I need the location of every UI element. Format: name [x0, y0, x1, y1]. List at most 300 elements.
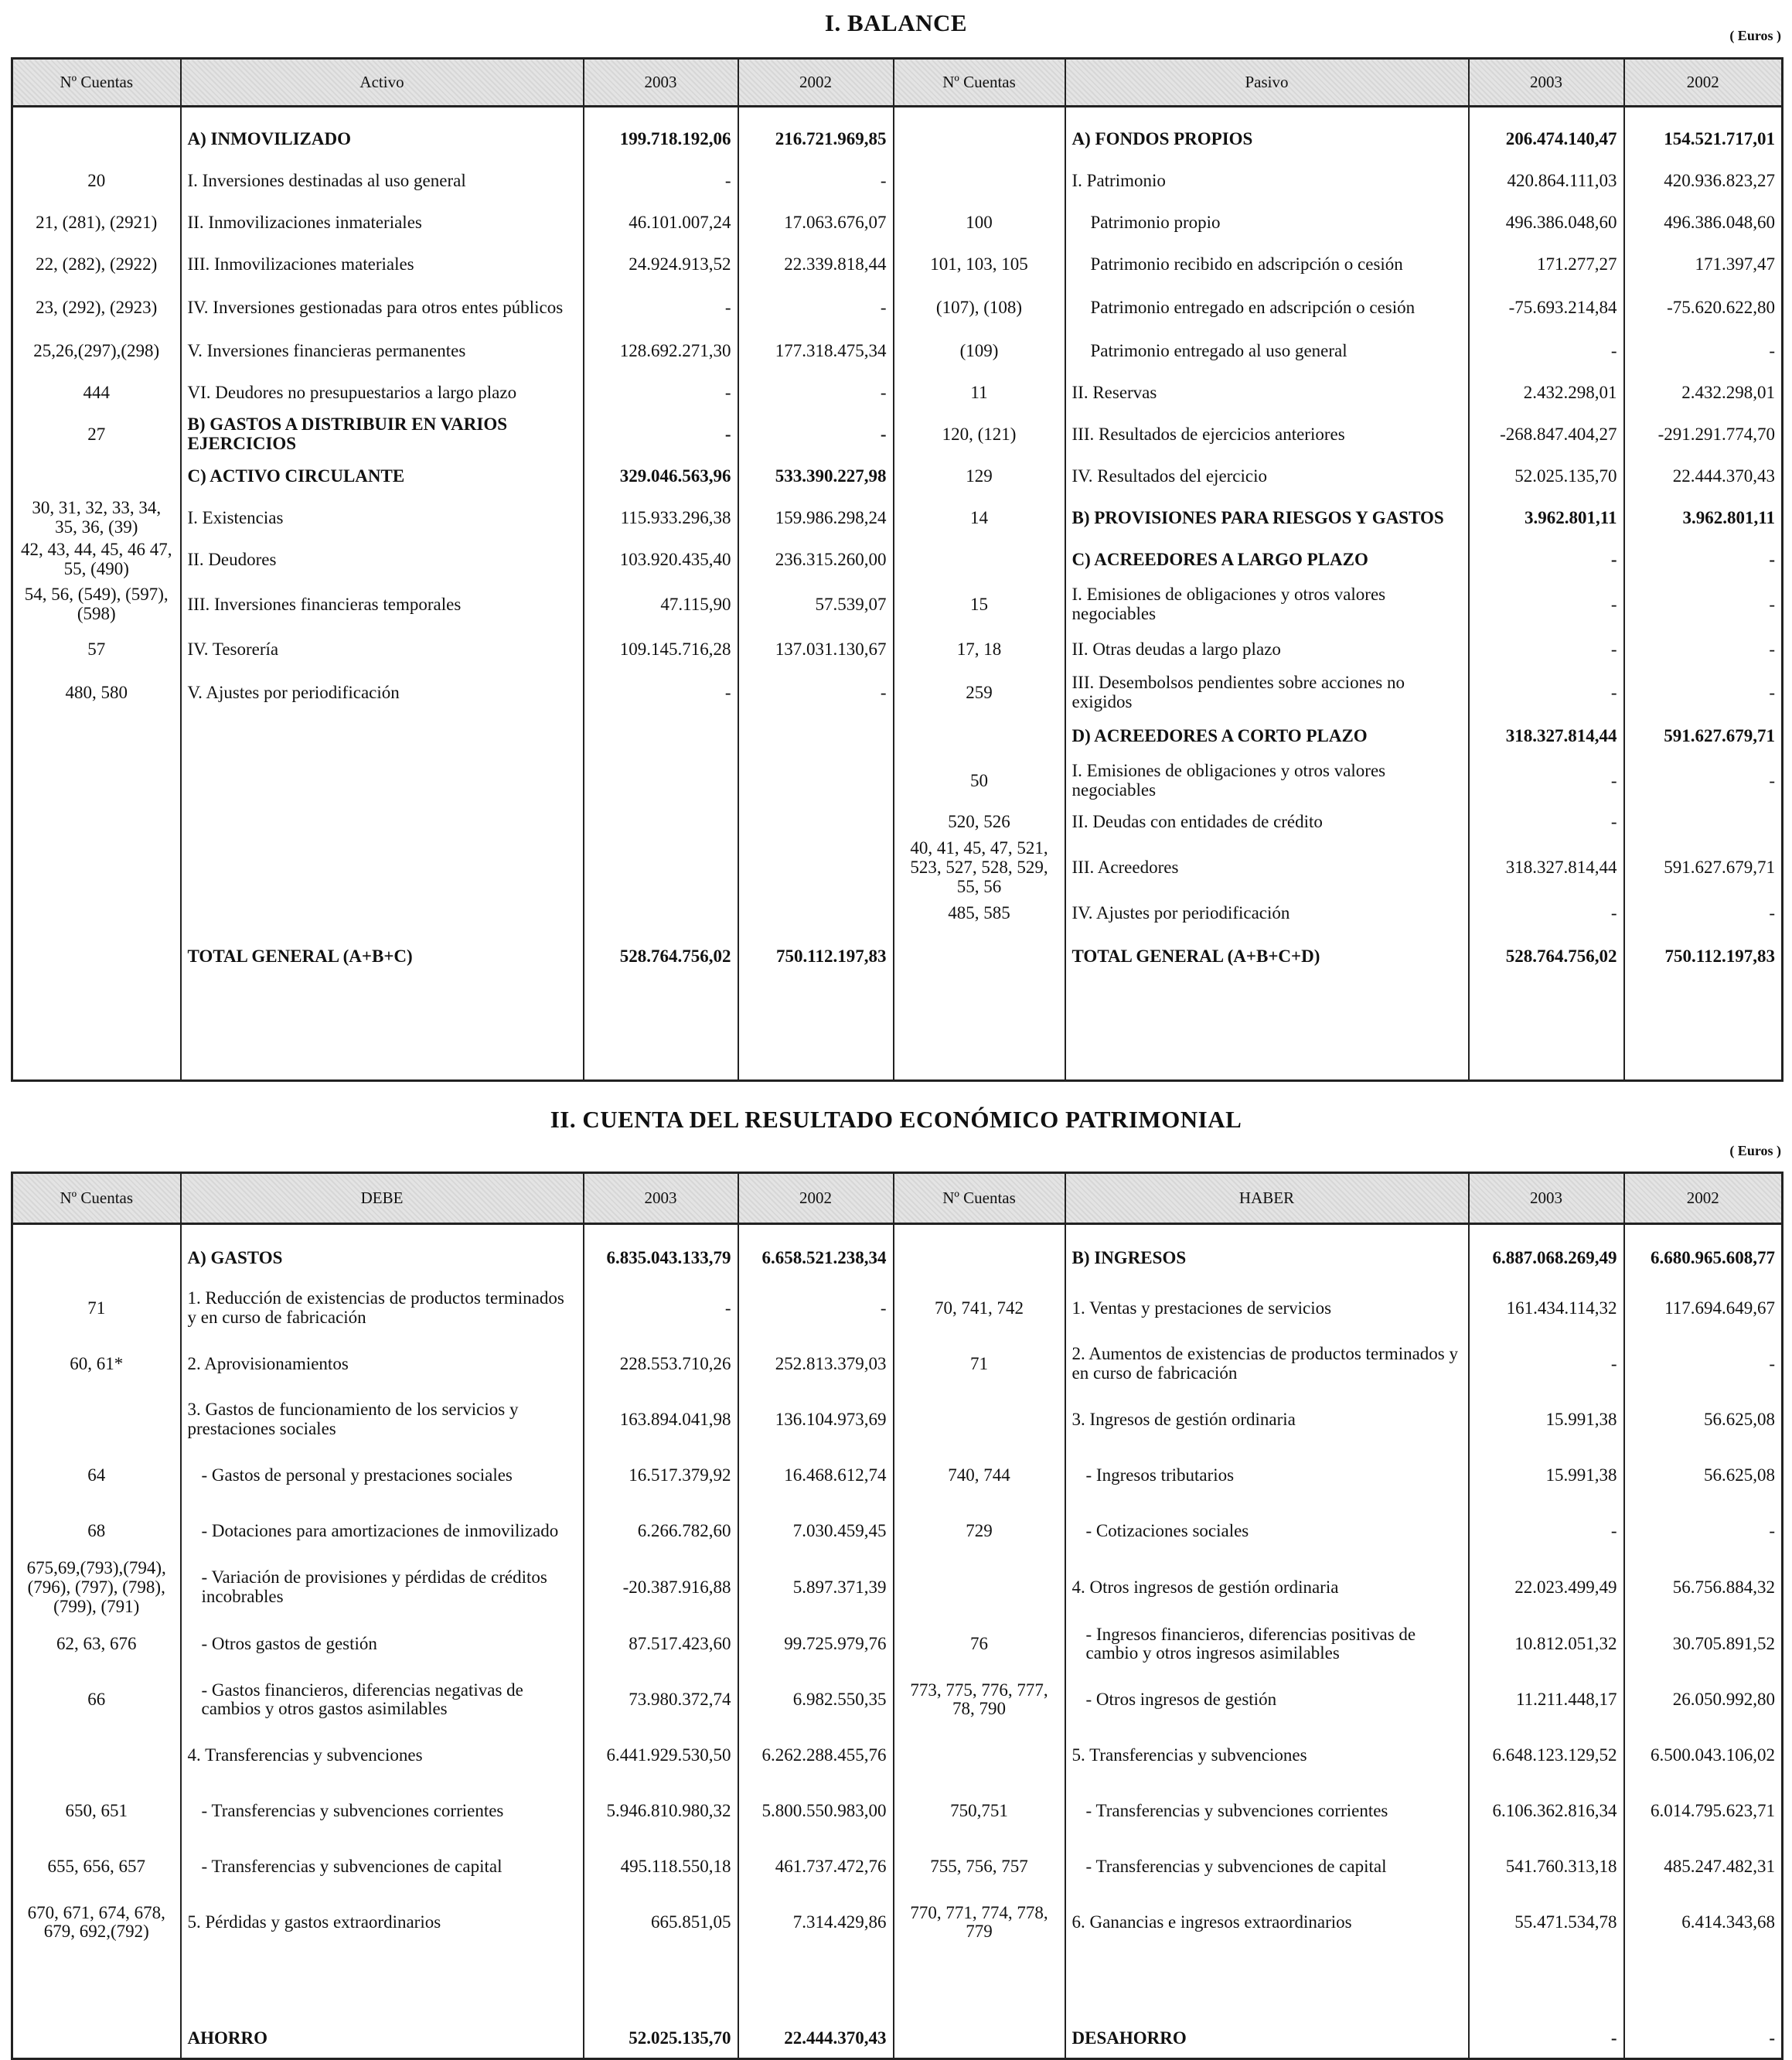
resultado-account-debe: 66	[12, 1672, 181, 1727]
balance-label-pasivo: I. Emisiones de obligaciones y otros valores negociables	[1065, 581, 1469, 629]
balance-label-pasivo: IV. Ajustes por periodificación	[1065, 896, 1469, 930]
balance-label-activo: V. Inversiones financieras permanentes	[181, 330, 584, 372]
resultado-row	[12, 1503, 1783, 1559]
resultado-label-haber: B) INGRESOS	[1065, 1236, 1469, 1281]
balance-pasivo-2002: -	[1624, 896, 1783, 930]
balance-label-activo: III. Inversiones financieras temporales	[181, 581, 584, 629]
balance-account-activo	[12, 896, 181, 930]
resultado-row	[12, 1392, 1783, 1448]
resultado-account-haber	[894, 1727, 1065, 1783]
balance-label-pasivo: II. Deudas con entidades de crédito	[1065, 805, 1469, 839]
balance-pasivo-2002: -75.620.622,80	[1624, 285, 1783, 330]
resultado-account-debe: 650, 651	[12, 1783, 181, 1839]
balance-pasivo-2003: -	[1469, 539, 1624, 581]
resultado-account-debe	[12, 1236, 181, 1281]
resultado-haber-2002: -	[1624, 1336, 1783, 1392]
balance-pasivo-2002: -	[1624, 581, 1783, 629]
resultado-title: II. CUENTA DEL RESULTADO ECONÓMICO PATRIMONIAL	[550, 1106, 1242, 1133]
balance-account-pasivo: (109)	[894, 330, 1065, 372]
resultado-label-haber: 4. Otros ingresos de gestión ordinaria	[1065, 1559, 1469, 1616]
balance-value-2002: 57.539,07	[738, 581, 894, 629]
balance-value-2003: 103.920.435,40	[584, 539, 738, 581]
balance-value-2002: 137.031.130,67	[738, 629, 894, 670]
balance-account-pasivo: 100	[894, 202, 1065, 244]
resultado-label-haber: 3. Ingresos de gestión ordinaria	[1065, 1392, 1469, 1448]
balance-row	[12, 160, 1783, 202]
balance-pasivo-2002: 750.112.197,83	[1624, 930, 1783, 983]
balance-pasivo-2002: 2.432.298,01	[1624, 372, 1783, 414]
resultado-haber-2002: 6.500.043.106,02	[1624, 1727, 1783, 1783]
balance-pasivo-2003: 528.764.756,02	[1469, 930, 1624, 983]
balance-label-pasivo: III. Desembolsos pendientes sobre acciones no exigidos	[1065, 670, 1469, 715]
balance-row	[12, 455, 1783, 497]
balance-pasivo-2002: 591.627.679,71	[1624, 839, 1783, 896]
balance-label-activo	[181, 805, 584, 839]
balance-pasivo-2002: 154.521.717,01	[1624, 118, 1783, 160]
balance-pasivo-2003: -	[1469, 670, 1624, 715]
balance-label-activo: I. Existencias	[181, 497, 584, 539]
resultado-debe-2002: 252.813.379,03	[738, 1336, 894, 1392]
resultado-haber-2003: -	[1469, 1503, 1624, 1559]
balance-row	[12, 414, 1783, 455]
balance-pasivo-2003: -	[1469, 330, 1624, 372]
resultado-debe-2003: 52.025.135,70	[584, 1950, 738, 2058]
resultado-units: ( Euros )	[1729, 1143, 1781, 1158]
resultado-debe-2002: 22.444.370,43	[738, 1950, 894, 2058]
resultado-debe-2003: 87.517.423,60	[584, 1616, 738, 1672]
balance-label-activo	[181, 896, 584, 930]
resultado-row	[12, 1616, 1783, 1672]
balance-value-2003	[584, 715, 738, 757]
balance-value-2002	[738, 715, 894, 757]
balance-value-2003: -	[584, 414, 738, 455]
balance-value-2002: 17.063.676,07	[738, 202, 894, 244]
balance-account-activo	[12, 715, 181, 757]
resultado-haber-2002: 6.680.965.608,77	[1624, 1236, 1783, 1281]
balance-pasivo-2003: -268.847.404,27	[1469, 414, 1624, 455]
balance-value-2003	[584, 839, 738, 896]
resultado-row	[12, 1448, 1783, 1503]
header-debe-2002: 2002	[738, 1173, 894, 1224]
resultado-account-haber: 76	[894, 1616, 1065, 1672]
balance-account-pasivo	[894, 160, 1065, 202]
balance-account-activo: 57	[12, 629, 181, 670]
resultado-label-debe: A) GASTOS	[181, 1236, 584, 1281]
balance-label-activo	[181, 757, 584, 805]
balance-pasivo-2002: 420.936.823,27	[1624, 160, 1783, 202]
balance-account-pasivo: 101, 103, 105	[894, 244, 1065, 285]
resultado-account-debe: 675,69,(793),(794), (796), (797), (798), (799), (791)	[12, 1559, 181, 1616]
resultado-label-haber: 2. Aumentos de existencias de productos terminados y en curso de fabricación	[1065, 1336, 1469, 1392]
balance-account-activo	[12, 757, 181, 805]
balance-account-activo	[12, 839, 181, 896]
resultado-haber-2003: 15.991,38	[1469, 1392, 1624, 1448]
header-2003: 2003	[584, 59, 738, 107]
balance-value-2002: 22.339.818,44	[738, 244, 894, 285]
balance-units: ( Euros )	[1729, 28, 1781, 43]
resultado-label-debe: - Variación de provisiones y pérdidas de créditos incobrables	[181, 1559, 584, 1616]
balance-pasivo-2002: 496.386.048,60	[1624, 202, 1783, 244]
resultado-haber-2002: 56.625,08	[1624, 1392, 1783, 1448]
resultado-account-debe: 60, 61*	[12, 1336, 181, 1392]
balance-value-2003	[584, 805, 738, 839]
balance-pasivo-2002: 171.397,47	[1624, 244, 1783, 285]
balance-account-pasivo: 50	[894, 757, 1065, 805]
balance-label-pasivo: C) ACREEDORES A LARGO PLAZO	[1065, 539, 1469, 581]
resultado-haber-2003: -	[1469, 1336, 1624, 1392]
balance-label-activo: VI. Deudores no presupuestarios a largo plazo	[181, 372, 584, 414]
resultado-debe-2003: 6.441.929.530,50	[584, 1727, 738, 1783]
balance-label-pasivo: Patrimonio entregado al uso general	[1065, 330, 1469, 372]
balance-row	[12, 202, 1783, 244]
balance-account-activo: 480, 580	[12, 670, 181, 715]
balance-value-2002: -	[738, 414, 894, 455]
balance-pasivo-2002: -291.291.774,70	[1624, 414, 1783, 455]
resultado-haber-2002: 485.247.482,31	[1624, 1839, 1783, 1895]
balance-label-pasivo: IV. Resultados del ejercicio	[1065, 455, 1469, 497]
header-pasivo: Pasivo	[1065, 59, 1469, 107]
balance-pasivo-2002	[1624, 805, 1783, 839]
resultado-account-haber	[894, 1392, 1065, 1448]
resultado-haber-2002: 117.694.649,67	[1624, 1281, 1783, 1336]
resultado-label-haber: - Transferencias y subvenciones corrientes	[1065, 1783, 1469, 1839]
balance-value-2003: 128.692.271,30	[584, 330, 738, 372]
balance-label-pasivo: B) PROVISIONES PARA RIESGOS Y GASTOS	[1065, 497, 1469, 539]
resultado-account-haber	[894, 1559, 1065, 1616]
resultado-debe-2003: 5.946.810.980,32	[584, 1783, 738, 1839]
resultado-haber-2002: -	[1624, 1950, 1783, 2058]
balance-label-pasivo: III. Acreedores	[1065, 839, 1469, 896]
balance-account-pasivo	[894, 715, 1065, 757]
resultado-debe-2002: 136.104.973,69	[738, 1392, 894, 1448]
balance-account-activo	[12, 805, 181, 839]
balance-pasivo-2003: 52.025.135,70	[1469, 455, 1624, 497]
balance-value-2003: 109.145.716,28	[584, 629, 738, 670]
balance-pasivo-2003: -	[1469, 757, 1624, 805]
resultado-haber-2003: 6.106.362.816,34	[1469, 1783, 1624, 1839]
balance-pasivo-2003: 318.327.814,44	[1469, 715, 1624, 757]
resultado-label-debe: 2. Aprovisionamientos	[181, 1336, 584, 1392]
balance-account-activo	[12, 118, 181, 160]
resultado-label-haber: - Ingresos financieros, diferencias positivas de cambio y otros ingresos asimilables	[1065, 1616, 1469, 1672]
balance-account-pasivo	[894, 539, 1065, 581]
balance-value-2003: 199.718.192,06	[584, 118, 738, 160]
resultado-row	[12, 1559, 1783, 1616]
balance-account-activo: 444	[12, 372, 181, 414]
header-haber: HABER	[1065, 1173, 1469, 1224]
header-debe: DEBE	[181, 1173, 584, 1224]
resultado-label-haber: - Transferencias y subvenciones de capital	[1065, 1839, 1469, 1895]
balance-pasivo-2003: 3.962.801,11	[1469, 497, 1624, 539]
balance-pasivo-2003: 171.277,27	[1469, 244, 1624, 285]
resultado-debe-2002: 99.725.979,76	[738, 1616, 894, 1672]
resultado-account-haber: 750,751	[894, 1783, 1065, 1839]
balance-pasivo-2003: -	[1469, 629, 1624, 670]
resultado-label-debe: - Gastos financieros, diferencias negativas de cambios y otros gastos asimilables	[181, 1672, 584, 1727]
balance-label-activo: TOTAL GENERAL (A+B+C)	[181, 930, 584, 983]
resultado-account-haber: 740, 744	[894, 1448, 1065, 1503]
balance-pasivo-2002: -	[1624, 757, 1783, 805]
balance-row	[12, 581, 1783, 629]
resultado-debe-2003: 16.517.379,92	[584, 1448, 738, 1503]
balance-account-activo: 54, 56, (549), (597), (598)	[12, 581, 181, 629]
resultado-label-debe: - Gastos de personal y prestaciones sociales	[181, 1448, 584, 1503]
balance-label-pasivo: I. Emisiones de obligaciones y otros valores negociables	[1065, 757, 1469, 805]
balance-value-2003: 329.046.563,96	[584, 455, 738, 497]
balance-row	[12, 670, 1783, 715]
balance-label-activo: I. Inversiones destinadas al uso general	[181, 160, 584, 202]
resultado-debe-2002: -	[738, 1281, 894, 1336]
balance-account-pasivo: 120, (121)	[894, 414, 1065, 455]
resultado-haber-2003: 541.760.313,18	[1469, 1839, 1624, 1895]
balance-account-activo: 25,26,(297),(298)	[12, 330, 181, 372]
balance-label-activo: C) ACTIVO CIRCULANTE	[181, 455, 584, 497]
resultado-haber-2003: 15.991,38	[1469, 1448, 1624, 1503]
resultado-haber-2002: 56.625,08	[1624, 1448, 1783, 1503]
resultado-debe-2002: 6.982.550,35	[738, 1672, 894, 1727]
balance-account-activo: 20	[12, 160, 181, 202]
balance-value-2003: 24.924.913,52	[584, 244, 738, 285]
balance-label-activo	[181, 839, 584, 896]
balance-label-activo	[181, 715, 584, 757]
balance-label-activo: II. Inmovilizaciones inmateriales	[181, 202, 584, 244]
resultado-account-debe	[12, 1950, 181, 2058]
balance-label-pasivo: Patrimonio recibido en adscripción o cesión	[1065, 244, 1469, 285]
balance-account-activo: 21, (281), (2921)	[12, 202, 181, 244]
resultado-label-debe: - Dotaciones para amortizaciones de inmovilizado	[181, 1503, 584, 1559]
resultado-header-row	[12, 1173, 1783, 1224]
balance-value-2002	[738, 757, 894, 805]
balance-value-2003: -	[584, 372, 738, 414]
balance-label-pasivo: Patrimonio entregado en adscripción o cesión	[1065, 285, 1469, 330]
resultado-debe-2002: 461.737.472,76	[738, 1839, 894, 1895]
resultado-label-debe: - Transferencias y subvenciones de capital	[181, 1839, 584, 1895]
resultado-label-haber: - Cotizaciones sociales	[1065, 1503, 1469, 1559]
balance-account-pasivo: (107), (108)	[894, 285, 1065, 330]
resultado-account-debe: 655, 656, 657	[12, 1839, 181, 1895]
header-pasivo-2003: 2003	[1469, 59, 1624, 107]
resultado-label-haber: 1. Ventas y prestaciones de servicios	[1065, 1281, 1469, 1336]
balance-label-activo: B) GASTOS A DISTRIBUIR EN VARIOS EJERCICIOS	[181, 414, 584, 455]
balance-label-pasivo: I. Patrimonio	[1065, 160, 1469, 202]
balance-row	[12, 244, 1783, 285]
header-cuentas-haber: Nº Cuentas	[894, 1173, 1065, 1224]
balance-account-pasivo: 40, 41, 45, 47, 521, 523, 527, 528, 529, 55, 56	[894, 839, 1065, 896]
resultado-debe-2002: 6.658.521.238,34	[738, 1236, 894, 1281]
resultado-row	[12, 1727, 1783, 1783]
balance-account-pasivo	[894, 930, 1065, 983]
header-2002: 2002	[738, 59, 894, 107]
header-cuentas-pasivo: Nº Cuentas	[894, 59, 1065, 107]
balance-account-activo: 27	[12, 414, 181, 455]
balance-value-2002: -	[738, 670, 894, 715]
resultado-row	[12, 1281, 1783, 1336]
resultado-account-debe	[12, 1727, 181, 1783]
balance-value-2003	[584, 896, 738, 930]
balance-account-pasivo: 485, 585	[894, 896, 1065, 930]
balance-pasivo-2002: -	[1624, 670, 1783, 715]
balance-row	[12, 839, 1783, 896]
resultado-debe-2003: -20.387.916,88	[584, 1559, 738, 1616]
resultado-account-haber	[894, 1950, 1065, 2058]
resultado-account-haber: 773, 775, 776, 777, 78, 790	[894, 1672, 1065, 1727]
resultado-haber-2003: 22.023.499,49	[1469, 1559, 1624, 1616]
balance-row	[12, 715, 1783, 757]
balance-title: I. BALANCE	[824, 9, 968, 36]
resultado-label-haber: 5. Transferencias y subvenciones	[1065, 1727, 1469, 1783]
balance-pasivo-2003: -	[1469, 805, 1624, 839]
resultado-account-haber	[894, 1236, 1065, 1281]
resultado-account-debe: 71	[12, 1281, 181, 1336]
resultado-label-debe: 1. Reducción de existencias de productos terminados y en curso de fabricación	[181, 1281, 584, 1336]
resultado-account-debe: 68	[12, 1503, 181, 1559]
balance-value-2003: 528.764.756,02	[584, 930, 738, 983]
balance-value-2002	[738, 839, 894, 896]
balance-pasivo-2003: -	[1469, 581, 1624, 629]
resultado-account-debe	[12, 1392, 181, 1448]
balance-label-activo: II. Deudores	[181, 539, 584, 581]
resultado-account-debe: 62, 63, 676	[12, 1616, 181, 1672]
balance-row	[12, 930, 1783, 983]
resultado-haber-2003: -	[1469, 1950, 1624, 2058]
balance-account-activo: 22, (282), (2922)	[12, 244, 181, 285]
resultado-account-debe: 670, 671, 674, 678, 679, 692,(792)	[12, 1895, 181, 1950]
resultado-haber-2002: 6.014.795.623,71	[1624, 1783, 1783, 1839]
resultado-haber-2003: 11.211.448,17	[1469, 1672, 1624, 1727]
balance-label-pasivo: II. Otras deudas a largo plazo	[1065, 629, 1469, 670]
resultado-haber-2002: 26.050.992,80	[1624, 1672, 1783, 1727]
balance-account-activo: 30, 31, 32, 33, 34, 35, 36, (39)	[12, 497, 181, 539]
balance-account-pasivo: 129	[894, 455, 1065, 497]
balance-value-2002	[738, 896, 894, 930]
balance-value-2002	[738, 805, 894, 839]
resultado-debe-2003: -	[584, 1281, 738, 1336]
header-activo: Activo	[181, 59, 584, 107]
balance-value-2003: -	[584, 285, 738, 330]
balance-row	[12, 497, 1783, 539]
resultado-debe-2003: 6.266.782,60	[584, 1503, 738, 1559]
balance-account-activo: 23, (292), (2923)	[12, 285, 181, 330]
resultado-row	[12, 1336, 1783, 1392]
resultado-label-debe: - Otros gastos de gestión	[181, 1616, 584, 1672]
resultado-row	[12, 1950, 1783, 2058]
balance-value-2003: -	[584, 670, 738, 715]
balance-label-pasivo: A) FONDOS PROPIOS	[1065, 118, 1469, 160]
resultado-label-debe: AHORRO	[181, 1950, 584, 2058]
balance-label-pasivo: II. Reservas	[1065, 372, 1469, 414]
header-haber-2003: 2003	[1469, 1173, 1624, 1224]
resultado-label-debe: 3. Gastos de funcionamiento de los servicios y prestaciones sociales	[181, 1392, 584, 1448]
balance-value-2003: 115.933.296,38	[584, 497, 738, 539]
balance-value-2002: 236.315.260,00	[738, 539, 894, 581]
balance-value-2002: 159.986.298,24	[738, 497, 894, 539]
balance-row	[12, 805, 1783, 839]
resultado-debe-2003: 163.894.041,98	[584, 1392, 738, 1448]
balance-value-2003	[584, 757, 738, 805]
resultado-account-haber: 770, 771, 774, 778, 779	[894, 1895, 1065, 1950]
balance-value-2002: 750.112.197,83	[738, 930, 894, 983]
balance-pasivo-2002: 22.444.370,43	[1624, 455, 1783, 497]
resultado-table	[11, 1172, 1783, 2060]
balance-pasivo-2003: 420.864.111,03	[1469, 160, 1624, 202]
balance-pasivo-2003: -75.693.214,84	[1469, 285, 1624, 330]
balance-label-activo: V. Ajustes por periodificación	[181, 670, 584, 715]
resultado-haber-2002: 6.414.343,68	[1624, 1895, 1783, 1950]
balance-pasivo-2002: 591.627.679,71	[1624, 715, 1783, 757]
resultado-debe-2003: 665.851,05	[584, 1895, 738, 1950]
resultado-haber-2003: 161.434.114,32	[1469, 1281, 1624, 1336]
balance-account-activo: 42, 43, 44, 45, 46 47, 55, (490)	[12, 539, 181, 581]
resultado-haber-2003: 6.648.123.129,52	[1469, 1727, 1624, 1783]
balance-account-activo	[12, 455, 181, 497]
resultado-debe-2002: 7.030.459,45	[738, 1503, 894, 1559]
balance-account-pasivo: 17, 18	[894, 629, 1065, 670]
balance-row	[12, 896, 1783, 930]
resultado-account-haber: 755, 756, 757	[894, 1839, 1065, 1895]
resultado-label-debe: 4. Transferencias y subvenciones	[181, 1727, 584, 1783]
resultado-label-haber: 6. Ganancias e ingresos extraordinarios	[1065, 1895, 1469, 1950]
resultado-haber-2003: 6.887.068.269,49	[1469, 1236, 1624, 1281]
balance-row	[12, 118, 1783, 160]
resultado-row	[12, 1783, 1783, 1839]
balance-account-pasivo: 520, 526	[894, 805, 1065, 839]
balance-label-activo: IV. Tesorería	[181, 629, 584, 670]
balance-pasivo-2002: -	[1624, 629, 1783, 670]
balance-label-pasivo: III. Resultados de ejercicios anteriores	[1065, 414, 1469, 455]
resultado-debe-2002: 6.262.288.455,76	[738, 1727, 894, 1783]
balance-value-2002: 177.318.475,34	[738, 330, 894, 372]
balance-pasivo-2002: -	[1624, 330, 1783, 372]
balance-label-pasivo: Patrimonio propio	[1065, 202, 1469, 244]
resultado-debe-2003: 73.980.372,74	[584, 1672, 738, 1727]
balance-account-pasivo: 14	[894, 497, 1065, 539]
resultado-haber-2003: 10.812.051,32	[1469, 1616, 1624, 1672]
resultado-label-haber: - Ingresos tributarios	[1065, 1448, 1469, 1503]
balance-value-2002: -	[738, 372, 894, 414]
balance-label-activo: IV. Inversiones gestionadas para otros entes públicos	[181, 285, 584, 330]
resultado-label-haber: - Otros ingresos de gestión	[1065, 1672, 1469, 1727]
resultado-debe-2002: 5.800.550.983,00	[738, 1783, 894, 1839]
balance-pasivo-2002: 3.962.801,11	[1624, 497, 1783, 539]
balance-row	[12, 539, 1783, 581]
balance-account-activo	[12, 930, 181, 983]
balance-pasivo-2002: -	[1624, 539, 1783, 581]
resultado-haber-2003: 55.471.534,78	[1469, 1895, 1624, 1950]
balance-account-pasivo: 259	[894, 670, 1065, 715]
balance-pasivo-2003: 2.432.298,01	[1469, 372, 1624, 414]
balance-value-2003: -	[584, 160, 738, 202]
resultado-label-debe: 5. Pérdidas y gastos extraordinarios	[181, 1895, 584, 1950]
resultado-haber-2002: -	[1624, 1503, 1783, 1559]
resultado-row	[12, 1895, 1783, 1950]
balance-label-activo: A) INMOVILIZADO	[181, 118, 584, 160]
resultado-label-haber: DESAHORRO	[1065, 1950, 1469, 2058]
balance-pasivo-2003: 318.327.814,44	[1469, 839, 1624, 896]
balance-value-2002: -	[738, 160, 894, 202]
resultado-row	[12, 1839, 1783, 1895]
resultado-haber-2002: 30.705.891,52	[1624, 1616, 1783, 1672]
header-cuentas-debe: Nº Cuentas	[12, 1173, 181, 1224]
resultado-row	[12, 1672, 1783, 1727]
header-debe-2003: 2003	[584, 1173, 738, 1224]
resultado-label-debe: - Transferencias y subvenciones corrientes	[181, 1783, 584, 1839]
resultado-debe-2002: 5.897.371,39	[738, 1559, 894, 1616]
balance-value-2002: 533.390.227,98	[738, 455, 894, 497]
balance-account-pasivo: 11	[894, 372, 1065, 414]
header-cuentas: Nº Cuentas	[12, 59, 181, 107]
balance-value-2002: 216.721.969,85	[738, 118, 894, 160]
resultado-row	[12, 1236, 1783, 1281]
